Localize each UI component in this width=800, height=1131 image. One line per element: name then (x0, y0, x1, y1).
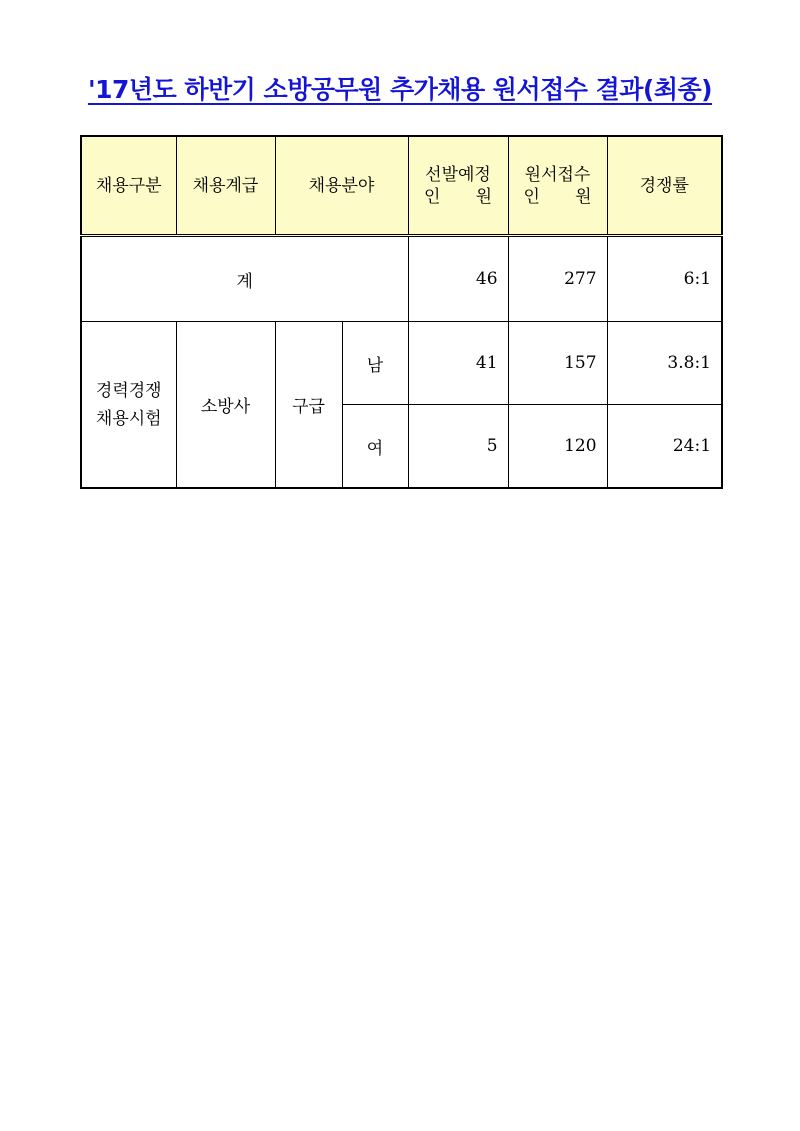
total-planned: 46 (408, 236, 508, 322)
header-applied (508, 136, 607, 236)
category-line2: 채용시험 (95, 408, 162, 429)
page-title (0, 70, 800, 110)
total-row (81, 236, 722, 322)
header-ratio: 경쟁률 (607, 136, 722, 236)
category-line1: 경력경쟁 (95, 380, 162, 401)
ratio-cell-female: 24:1 (607, 405, 722, 489)
header-rank: 채용계급 (176, 136, 275, 236)
ratio-cell-male: 3.8:1 (607, 322, 722, 405)
header-planned (408, 136, 508, 236)
header-planned-line1: 선발예정 (425, 164, 491, 185)
applied-cell-female: 120 (508, 405, 607, 489)
page-title-text: '17년도 하반기 소방공무원 추가채용 원서접수 결과(최종) (87, 75, 713, 104)
total-applied: 277 (508, 236, 607, 322)
header-applied-line1: 원서접수 (524, 164, 591, 185)
header-applied-line2: 인 원 (523, 186, 592, 207)
field-cell: 구급 (275, 322, 342, 489)
table-row (81, 322, 722, 405)
rank-cell: 소방사 (176, 322, 275, 489)
planned-cell-female: 5 (408, 405, 508, 489)
gender-cell-male: 남 (342, 322, 408, 405)
category-cell (81, 322, 176, 489)
table-header-row (81, 136, 722, 236)
header-category: 채용구분 (81, 136, 176, 236)
header-field: 채용분야 (275, 136, 408, 236)
planned-cell-male: 41 (408, 322, 508, 405)
applied-cell-male: 157 (508, 322, 607, 405)
total-label: 계 (81, 236, 408, 322)
gender-cell-female: 여 (342, 405, 408, 489)
total-ratio: 6:1 (607, 236, 722, 322)
header-planned-line2: 인 원 (424, 186, 493, 207)
results-table (80, 135, 723, 489)
